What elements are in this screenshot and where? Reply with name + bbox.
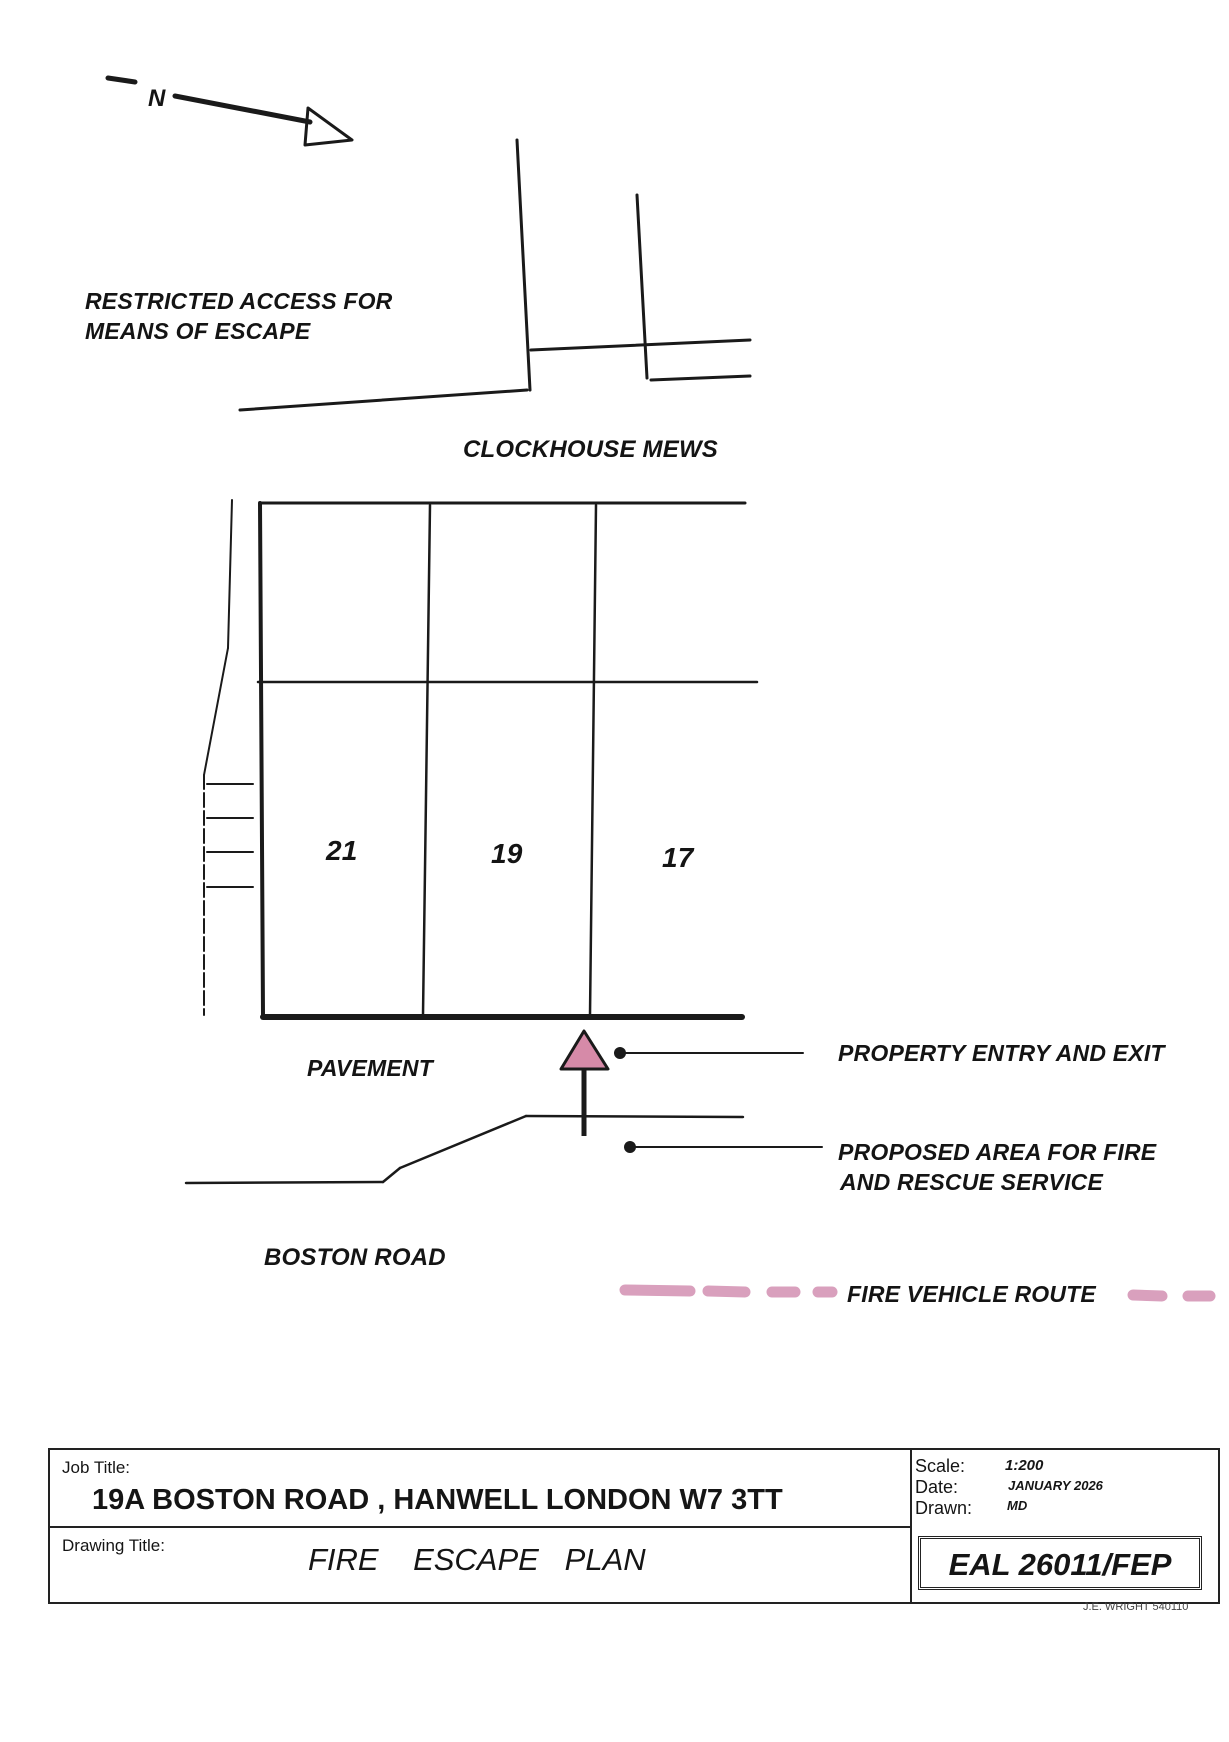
restricted-access-label-line2: MEANS OF ESCAPE xyxy=(85,318,311,344)
title-block-divider-vertical xyxy=(910,1450,912,1602)
entry-marker-icon xyxy=(561,1031,608,1136)
north-arrow-icon xyxy=(108,78,352,145)
drawing-title-label: Drawing Title: xyxy=(62,1536,165,1555)
fire-vehicle-route-label: FIRE VEHICLE ROUTE xyxy=(847,1281,1096,1307)
terrace-block-outline xyxy=(258,503,757,1017)
restricted-access-label-line1: RESTRICTED ACCESS FOR xyxy=(85,288,393,314)
side-passage-outline xyxy=(204,500,253,1015)
area-leader-dot xyxy=(624,1141,636,1153)
date-value: JANUARY 2026 xyxy=(1008,1478,1103,1493)
proposed-area-label-line2: AND RESCUE SERVICE xyxy=(840,1169,1104,1195)
scale-value: 1:200 xyxy=(1005,1457,1044,1474)
drawn-value: MD xyxy=(1007,1498,1028,1513)
kerb-line xyxy=(186,1116,743,1183)
proposed-area-label-line1: PROPOSED AREA FOR FIRE xyxy=(838,1139,1157,1165)
property-entry-label: PROPERTY ENTRY AND EXIT xyxy=(838,1040,1165,1066)
unit-19-label: 19 xyxy=(491,838,523,869)
date-label: Date: xyxy=(915,1477,959,1497)
drawing-title-value: FIRE ESCAPE PLAN xyxy=(308,1542,646,1577)
title-block xyxy=(48,1448,1220,1604)
job-title-label: Job Title: xyxy=(62,1458,131,1477)
job-title-value: 19A BOSTON ROAD , HANWELL LONDON W7 3TT xyxy=(92,1484,783,1516)
entry-leader-dot xyxy=(614,1047,626,1059)
north-label: N xyxy=(148,85,166,112)
title-block-divider-horizontal xyxy=(50,1526,910,1528)
pavement-label: PAVEMENT xyxy=(307,1055,433,1081)
clockhouse-mews-label: CLOCKHOUSE MEWS xyxy=(463,436,718,463)
title-block-footer: J.E. WRIGHT 540110 xyxy=(1083,1601,1189,1613)
unit-21-label: 21 xyxy=(326,835,358,866)
unit-17-label: 17 xyxy=(662,842,694,873)
drawn-label: Drawn: xyxy=(915,1498,973,1518)
scale-label: Scale: xyxy=(915,1456,966,1476)
drawing-number-box xyxy=(918,1536,1202,1590)
mews-buildings-outline xyxy=(240,140,750,410)
drawing-number-value: EAL 26011/FEP xyxy=(948,1547,1172,1582)
boston-road-label: BOSTON ROAD xyxy=(264,1244,446,1271)
